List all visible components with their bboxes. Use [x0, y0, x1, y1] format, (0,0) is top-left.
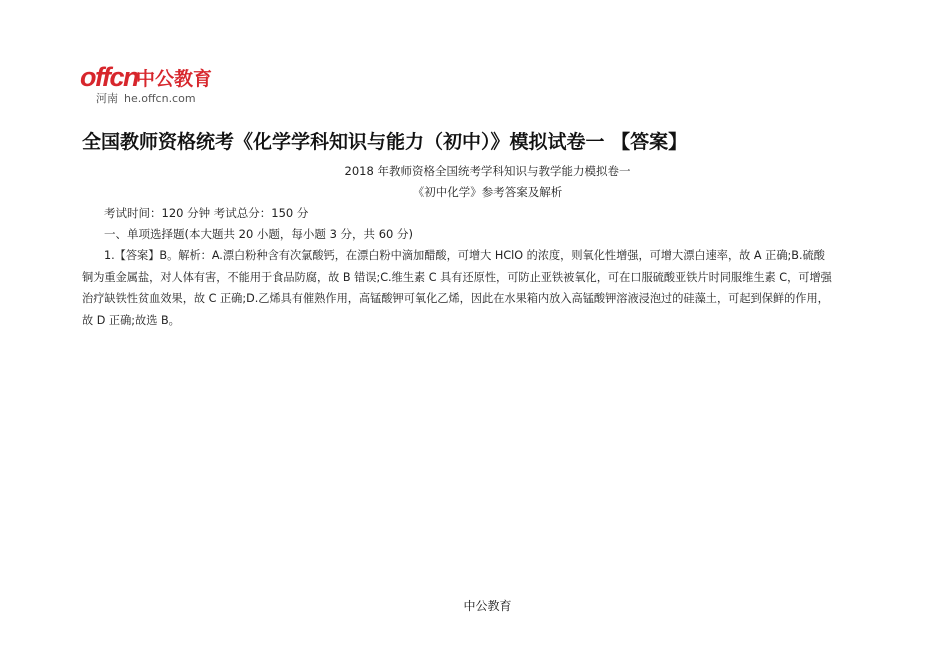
answer-line: 铜为重金属盐，对人体有害，不能用于食品防腐，故 B 错误;C.维生素 C 具有还原性，可防止亚铁被氧化，可在口服硫酸亚铁片时同服维生素 C，可增强 [82, 270, 832, 284]
document-title: 全国教师资格统考《化学学科知识与能力（初中）》模拟试卷一 【答案】 [82, 131, 688, 153]
logo-brand-en: offcn [80, 62, 138, 92]
exam-info: 考试时间：120 分钟 考试总分：150 分 [104, 206, 309, 220]
logo-subline [96, 92, 196, 106]
logo-region: 河南 [96, 92, 118, 105]
document-subtitle: 2018 年教师资格全国统考学科知识与教学能力模拟卷一 [344, 164, 631, 178]
answer-line: 治疗缺铁性贫血效果，故 C 正确;D.乙烯具有催熟作用，高锰酸钾可氧化乙烯，因此在水果箱内放入高锰酸钾溶液浸泡过的硅藻土，可起到保鲜的作用， [82, 292, 829, 305]
answer-paragraph [82, 245, 868, 331]
document-subtitle-2: 《初中化学》参考答案及解析 [412, 185, 563, 199]
logo-url: he.offcn.com [124, 92, 196, 105]
section-heading: 一、单项选择题(本大题共 20 小题，每小题 3 分，共 60 分) [104, 227, 413, 241]
answer-line: 1.【答案】B。解析：A.漂白粉种含有次氯酸钙，在漂白粉中滴加醋酸，可增大 HClO 的浓度，则氧化性增强，可增大漂白速率，故 A 正确;B.硫酸 [104, 249, 825, 262]
logo-brand-cn: 中公教育 [136, 68, 213, 90]
answer-line: 故 D 正确;故选 B。 [82, 313, 180, 327]
page-footer: 中公教育 [463, 599, 512, 613]
offcn-logo [80, 62, 260, 108]
